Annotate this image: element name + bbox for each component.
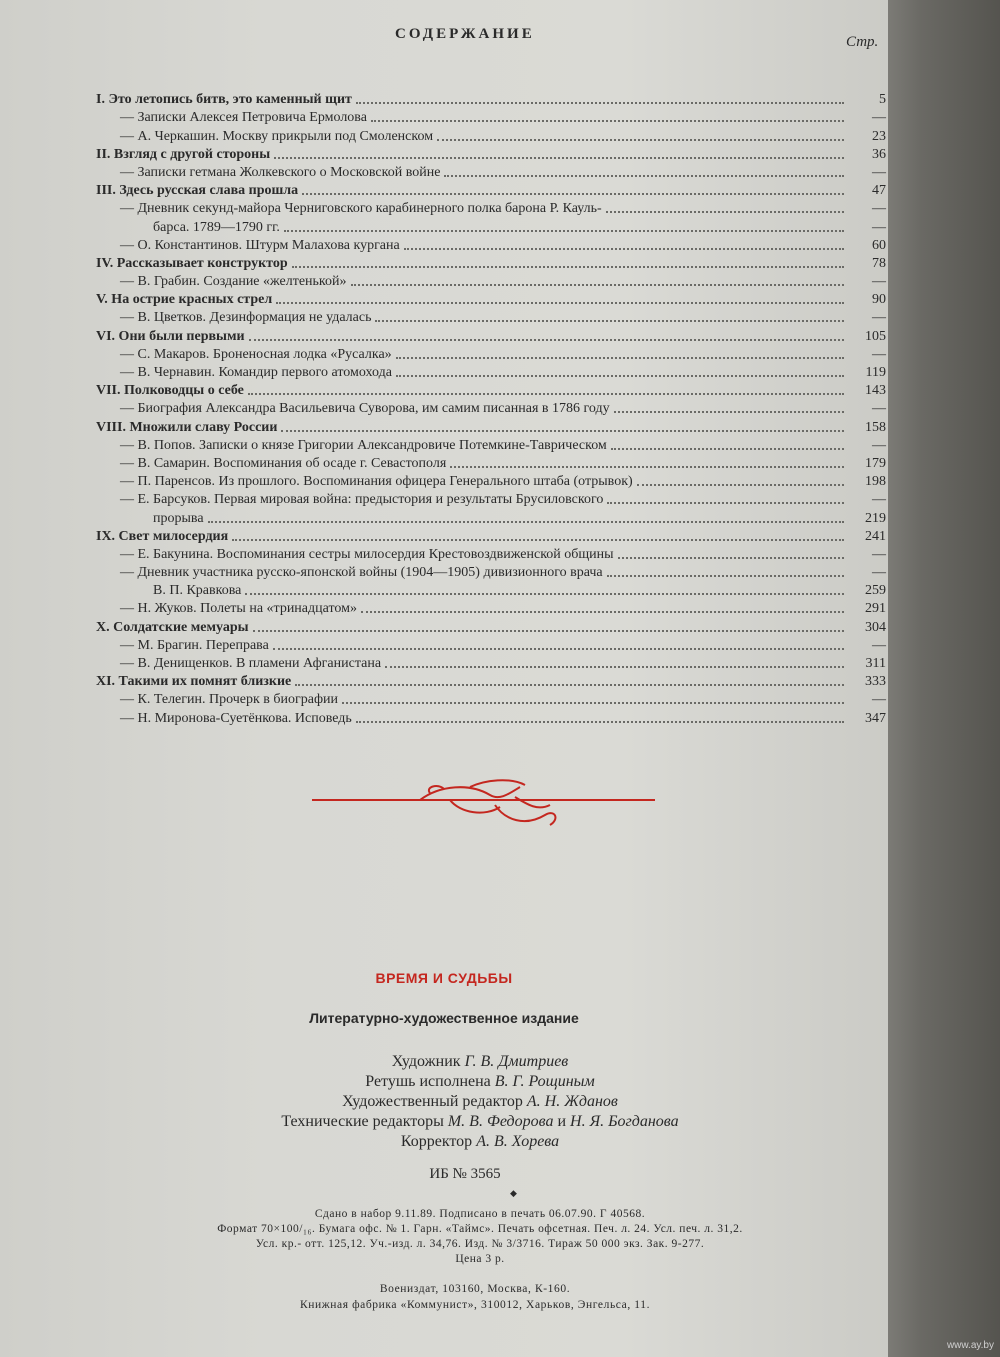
- toc-section: [96, 90, 886, 108]
- toc-page-number: 347: [865, 710, 886, 726]
- dot-leader: [361, 611, 844, 613]
- credit-line: Художник Г. В. Дмитриев: [391, 1053, 569, 1070]
- toc-page-number: —: [872, 437, 886, 453]
- toc-entry-title: — Е. Барсуков. Первая мировая война: предыстория и результаты Брусиловского: [120, 492, 604, 508]
- toc-page-number: 291: [865, 601, 886, 617]
- toc-entry: [96, 508, 886, 526]
- credit-line: Художественный редактор А. Н. Жданов: [342, 1093, 618, 1110]
- dot-leader: [437, 139, 844, 141]
- dot-leader: [208, 521, 844, 523]
- table-of-contents: [96, 90, 886, 727]
- book-spine-shadow: [888, 0, 1000, 1357]
- dot-leader: [273, 648, 844, 650]
- dot-leader: [444, 175, 844, 177]
- toc-section: [96, 290, 886, 308]
- toc-entry-title: — А. Черкашин. Москву прикрыли под Смоленском: [120, 128, 434, 144]
- book-title: ВРЕМЯ И СУДЬБЫ: [375, 970, 513, 986]
- toc-entry-title: VII. Полководцы о себе: [96, 383, 244, 399]
- dot-leader: [274, 157, 844, 159]
- toc-entry-title: — В. Денищенков. В пламени Афганистана: [120, 656, 382, 671]
- toc-page-number: 179: [865, 455, 886, 471]
- credit-line: Технические редакторы М. В. Федорова и Н. Я. Богданова: [281, 1113, 679, 1130]
- toc-entry-title: V. На острие красных стрел: [96, 292, 273, 308]
- toc-entry-title: VI. Они были первыми: [96, 328, 245, 344]
- toc-entry: [96, 363, 886, 381]
- toc-entry: [96, 199, 886, 217]
- toc-page-number: —: [872, 310, 886, 326]
- toc-page-number: 23: [872, 128, 886, 144]
- toc-entry-title: В. П. Кравкова: [153, 583, 242, 599]
- toc-section: [96, 417, 886, 435]
- toc-page-number: 105: [865, 328, 886, 344]
- toc-page-number: —: [872, 201, 886, 217]
- toc-page-number: 219: [865, 510, 886, 526]
- toc-page-number: 36: [872, 146, 886, 162]
- imprint-line: Цена 3 р.: [455, 1253, 505, 1265]
- page-column-header: Стр.: [846, 34, 879, 50]
- toc-page-number: —: [872, 637, 886, 653]
- dot-leader: [396, 357, 844, 359]
- publisher-block: [0, 1281, 950, 1313]
- toc-entry-title: III. Здесь русская слава прошла: [96, 183, 299, 199]
- toc-entry-title: IX. Свет милосердия: [96, 528, 229, 544]
- toc-entry: [96, 563, 886, 581]
- toc-entry: [96, 690, 886, 708]
- toc-entry: [96, 126, 886, 144]
- toc-page-number: —: [872, 164, 886, 180]
- toc-page-number: 90: [872, 292, 886, 308]
- dot-leader: [232, 539, 844, 541]
- dot-leader: [284, 230, 844, 232]
- toc-entry: [96, 345, 886, 363]
- dot-leader: [253, 630, 844, 632]
- toc-page-number: —: [872, 692, 886, 708]
- imprint-line: Формат 70×100/₁₆. Бумага офс. № 1. Гарн. «Таймс». Печать офсетная. Печ. л. 24. Усл. печ. л. 31,2.: [217, 1223, 743, 1235]
- toc-entry: [96, 436, 886, 454]
- dot-leader: [245, 593, 844, 595]
- dot-leader: [351, 284, 844, 286]
- toc-entry-title: — М. Брагин. Переправа: [120, 637, 269, 653]
- toc-entry-title: — П. Паренсов. Из прошлого. Воспоминания офицера Генерального штаба (отрывок): [120, 474, 633, 490]
- toc-entry-title: IV. Рассказывает конструктор: [96, 255, 288, 271]
- toc-page-number: —: [872, 401, 886, 417]
- toc-page-number: 304: [865, 619, 886, 635]
- dot-leader: [276, 302, 844, 304]
- imprint-line: Сдано в набор 9.11.89. Подписано в печать 06.07.90. Г 40568.: [314, 1208, 646, 1220]
- toc-entry-title: — С. Макаров. Броненосная лодка «Русалка»: [120, 346, 392, 362]
- dot-leader: [249, 339, 844, 341]
- dot-leader: [618, 557, 844, 559]
- toc-entry-title: — В. Цветков. Дезинформация не удалась: [120, 310, 372, 326]
- toc-entry-title: — В. Попов. Записки о князе Григории Александровиче Потемкине-Таврическом: [120, 437, 607, 453]
- toc-page-number: —: [872, 546, 886, 562]
- toc-page-number: 119: [865, 365, 886, 380]
- imprint-line: Усл. кр.- отт. 125,12. Уч.-изд. л. 34,76. Изд. № 3/3716. Тираж 50 000 экз. Зак. 9-277.: [255, 1238, 705, 1250]
- dot-leader: [396, 375, 844, 377]
- dot-leader: [356, 102, 844, 104]
- toc-entry: [96, 454, 886, 472]
- toc-page-number: 198: [865, 474, 886, 490]
- toc-page-number: —: [872, 346, 886, 362]
- toc-section: [96, 181, 886, 199]
- ornament-divider-icon: [310, 775, 660, 835]
- dot-leader: [295, 684, 844, 686]
- toc-page-number: 333: [865, 674, 886, 690]
- toc-page-number: —: [872, 274, 886, 290]
- dot-leader: [607, 502, 844, 504]
- dot-leader: [614, 411, 844, 413]
- publisher-line: Книжная фабрика «Коммунист», 310012, Харьков, Энгельса, 11.: [299, 1299, 651, 1311]
- edition-type: Литературно-художественное издание: [309, 1010, 579, 1026]
- toc-entry: [96, 599, 886, 617]
- imprint-block: [0, 1207, 960, 1267]
- toc-entry-title: — Записки гетмана Жолкевского о Московской войне: [120, 164, 441, 180]
- toc-entry: [96, 308, 886, 326]
- toc-page-number: —: [872, 565, 886, 581]
- toc-entry-title: — К. Телегин. Прочерк в биографии: [120, 692, 339, 708]
- toc-entry: [96, 472, 886, 490]
- toc-entry: [96, 108, 886, 126]
- toc-entry: [96, 545, 886, 563]
- toc-entry-title: XI. Такими их помнят близкие: [96, 674, 292, 690]
- toc-entry-title: — Е. Бакунина. Воспоминания сестры милосердия Крестовоздвиженской общины: [120, 546, 614, 562]
- toc-page-number: —: [872, 219, 886, 235]
- toc-section: [96, 617, 886, 635]
- toc-entry-title: — Н. Миронова-Суетёнкова. Исповедь: [120, 710, 352, 726]
- publisher-line: Воениздат, 103160, Москва, К-160.: [379, 1283, 571, 1295]
- dot-leader: [356, 721, 844, 723]
- toc-entry-title: — Н. Жуков. Полеты на «тринадцатом»: [120, 601, 358, 617]
- toc-page-number: 143: [865, 383, 886, 399]
- toc-entry-title: — Дневник участника русско-японской войны (1904—1905) дивизионного врача: [120, 565, 603, 581]
- dot-leader: [385, 666, 844, 668]
- toc-entry-title: прорыва: [153, 510, 204, 526]
- toc-section: [96, 672, 886, 690]
- toc-page-number: —: [872, 492, 886, 508]
- toc-page-number: 311: [865, 656, 886, 671]
- toc-section: [96, 254, 886, 272]
- toc-entry-title: — Дневник секунд-майора Черниговского карабинерного полка барона Р. Кауль-: [120, 201, 602, 217]
- toc-page-number: 47: [872, 183, 886, 199]
- toc-page-number: 5: [879, 92, 886, 108]
- toc-section: [96, 527, 886, 545]
- dot-leader: [292, 266, 844, 268]
- dot-leader: [375, 320, 844, 322]
- dot-leader: [607, 575, 844, 577]
- toc-entry: [96, 236, 886, 254]
- toc-entry-title: II. Взгляд с другой стороны: [96, 146, 271, 162]
- dot-leader: [248, 393, 844, 395]
- toc-entry: [96, 654, 886, 672]
- ib-number: ИБ № 3565: [429, 1166, 501, 1182]
- toc-entry: [96, 490, 886, 508]
- diamond-icon: ◆: [510, 1188, 517, 1198]
- toc-entry-title: VIII. Множили славу России: [96, 419, 278, 435]
- toc-entry-title: — В. Самарин. Воспоминания об осаде г. Севастополя: [120, 455, 447, 471]
- dot-leader: [281, 430, 844, 432]
- toc-entry-title: — О. Константинов. Штурм Малахова кургана: [120, 237, 400, 253]
- toc-page-number: —: [872, 110, 886, 126]
- credit-line: Корректор А. В. Хорева: [400, 1133, 560, 1150]
- toc-title: СОДЕРЖАНИЕ: [395, 26, 535, 42]
- toc-section: [96, 326, 886, 344]
- dot-leader: [450, 466, 844, 468]
- toc-entry-title: барса. 1789—1790 гг.: [153, 219, 280, 235]
- toc-entry-title: X. Солдатские мемуары: [96, 619, 249, 635]
- dot-leader: [302, 193, 844, 195]
- dot-leader: [371, 120, 844, 122]
- toc-page-number: 60: [872, 237, 886, 253]
- toc-entry-title: I. Это летопись битв, это каменный щит: [96, 92, 352, 108]
- toc-entry-title: — Записки Алексея Петровича Ермолова: [120, 110, 367, 126]
- toc-section: [96, 381, 886, 399]
- toc-page-number: 78: [872, 255, 886, 271]
- toc-page-number: 158: [865, 419, 886, 435]
- dot-leader: [611, 448, 844, 450]
- dot-leader: [606, 211, 844, 213]
- toc-entry: [96, 708, 886, 726]
- toc-page-number: 259: [865, 583, 886, 599]
- credit-line: Ретушь исполнена В. Г. Рощиным: [365, 1073, 595, 1090]
- toc-entry-title: — В. Чернавин. Командир первого атомохода: [120, 365, 392, 380]
- toc-entry-title: — В. Грабин. Создание «желтенькой»: [120, 274, 347, 290]
- toc-page-number: 241: [865, 528, 886, 544]
- watermark: www.ay.by: [946, 1340, 994, 1351]
- dot-leader: [404, 248, 844, 250]
- toc-entry-title: — Биография Александра Васильевича Суворова, им самим писанная в 1786 году: [120, 401, 610, 417]
- toc-entry: [96, 163, 886, 181]
- toc-section: [96, 145, 886, 163]
- toc-entry: [96, 272, 886, 290]
- dot-leader: [637, 484, 844, 486]
- dot-leader: [342, 702, 844, 704]
- toc-entry: [96, 217, 886, 235]
- toc-entry: [96, 399, 886, 417]
- toc-entry: [96, 581, 886, 599]
- credits-block: [0, 1052, 960, 1152]
- toc-entry: [96, 636, 886, 654]
